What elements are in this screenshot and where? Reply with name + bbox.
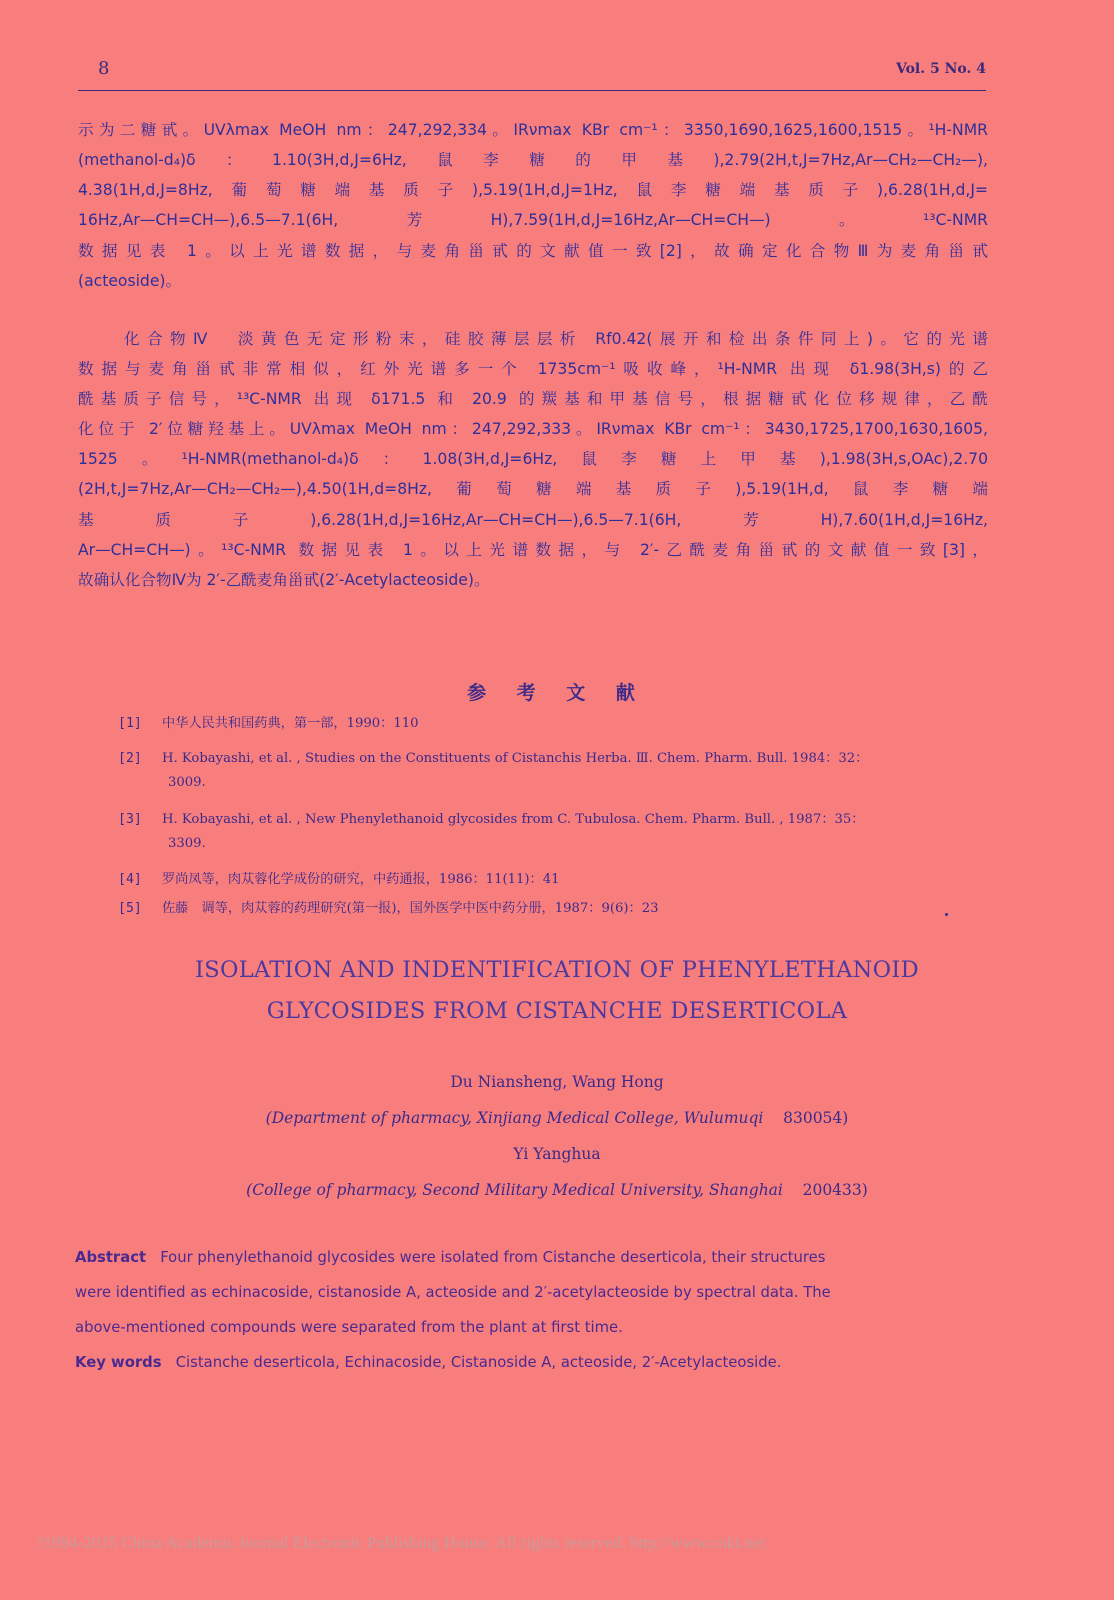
reference-text: 佐藤 调等，肉苁蓉的药理研究(第一报)，国外医学中医中药分册，1987：9(6)：23 <box>162 901 659 916</box>
journal-info: Vol. 5 No. 4 <box>896 61 986 77</box>
reference-item <box>118 712 419 731</box>
affiliation-text: (College of pharmacy, Second Military Medical University, Shanghai <box>246 1181 783 1199</box>
reference-continuation: 3309. <box>168 836 206 851</box>
affiliation-text: (Department of pharmacy, Xinjiang Medical College, Wulumuqi <box>265 1109 764 1127</box>
reference-item <box>118 897 659 916</box>
english-title: GLYCOSIDES FROM CISTANCHE DESERTICOLA <box>266 998 848 1024</box>
page-number: 8 <box>98 58 110 79</box>
reference-text: 罗尚凤等，肉苁蓉化学成份的研究，中药通报，1986：11(11)：41 <box>162 872 560 887</box>
body-line: 化合物Ⅳ 淡黄色无定形粉末，硅胶薄层层析 Rf0.42(展开和检出条件同上)。它的光谱 <box>78 330 988 348</box>
postal-code: 200433) <box>802 1181 868 1199</box>
body-line: (methanol-d₄)δ：1.10(3H,d,J=6Hz,鼠李糖的甲基),2.79(2H,t,J=7Hz,Ar—CH₂—CH₂—), <box>78 151 988 169</box>
reference-number: [4] <box>118 872 142 887</box>
english-title: ISOLATION AND INDENTIFICATION OF PHENYLETHANOID <box>195 957 919 983</box>
abstract-line: above-mentioned compounds were separated from the plant at first time. <box>75 1319 623 1336</box>
abstract-line <box>75 1249 989 1266</box>
keywords-text: Cistanche deserticola, Echinacoside, Cistanoside A, acteoside, 2′-Acetylacteoside. <box>175 1354 782 1371</box>
reference-text: H. Kobayashi, et al. , New Phenylethanoid glycosides from C. Tubulosa. Chem. Pharm. Bull. , 1987：35： <box>162 812 865 827</box>
reference-item <box>118 868 560 887</box>
abstract-text: Four phenylethanoid glycosides were isolated from Cistanche deserticola, their structures <box>160 1249 826 1266</box>
reference-number: [1] <box>118 716 142 731</box>
body-line: 1525。¹H-NMR(methanol-d₄)δ：1.08(3H,d,J=6Hz,鼠李糖上甲基),1.98(3H,s,OAc),2.70 <box>78 450 988 468</box>
reference-number: [3] <box>118 812 142 827</box>
speck <box>945 913 948 916</box>
keywords-label: Key words <box>75 1354 162 1371</box>
header-rule <box>78 90 986 91</box>
abstract-line: were identified as echinacoside, cistanoside A, acteoside and 2′-acetylacteoside by spectral data. The <box>75 1284 831 1301</box>
references-title: 参 考 文 献 <box>467 682 647 704</box>
reference-item <box>118 747 868 766</box>
body-line: 4.38(1H,d,J=8Hz,葡萄糖端基质子),5.19(1H,d,J=1Hz,鼠李糖端基质子),6.28(1H,d,J= <box>78 181 988 199</box>
body-line: 示为二糖甙。UVλmax MeOH nm：247,292,334。IRνmax KBr cm⁻¹：3350,1690,1625,1600,1515。¹H-NMR <box>78 121 988 139</box>
body-line: 数据与麦角甾甙非常相似，红外光谱多一个 1735cm⁻¹吸收峰，¹H-NMR 出现 δ1.98(3H,s)的乙 <box>78 360 988 378</box>
reference-continuation: 3009. <box>168 775 206 790</box>
body-line: 数据见表 1。以上光谱数据，与麦角甾甙的文献值一致[2]，故确定化合物Ⅲ为麦角甾甙 <box>78 242 988 260</box>
reference-number: [2] <box>118 751 142 766</box>
body-line: (2H,t,J=7Hz,Ar—CH₂—CH₂—),4.50(1H,d=8Hz,葡萄糖端基质子),5.19(1H,d,鼠李糖端 <box>78 480 988 498</box>
body-line: (acteoside)。 <box>78 272 182 290</box>
body-line: Ar—CH=CH—)。¹³C-NMR 数据见表 1。以上光谱数据，与 2′-乙酰麦角甾甙的文献值一致[3]， <box>78 541 988 559</box>
reference-text: H. Kobayashi, et al. , Studies on the Constituents of Cistanchis Herba. Ⅲ. Chem. Pharm. Bull. 1984：32： <box>162 751 869 766</box>
reference-number: [5] <box>118 901 142 916</box>
authors: Du Niansheng, Wang Hong <box>450 1073 664 1091</box>
body-line: 化位于 2′位糖羟基上。UVλmax MeOH nm：247,292,333。IRνmax KBr cm⁻¹：3430,1725,1700,1630,1605, <box>78 420 988 438</box>
postal-code: 830054) <box>783 1109 849 1127</box>
affiliation <box>0 1181 1114 1199</box>
keywords-line <box>75 1354 989 1371</box>
reference-text: 中华人民共和国药典，第一部，1990：110 <box>162 716 419 731</box>
body-line: 故确认化合物Ⅳ为 2′-乙酰麦角甾甙(2′-Acetylacteoside)。 <box>78 571 490 589</box>
reference-item <box>118 808 865 827</box>
abstract-label: Abstract <box>75 1249 147 1266</box>
footer-copyright: ?1994-2015 China Academic Journal Electronic Publishing House. All rights reserved. http://www.cnki.net <box>36 1533 765 1552</box>
authors: Yi Yanghua <box>513 1145 601 1163</box>
body-line: 16Hz,Ar—CH=CH—),6.5—7.1(6H,芳H),7.59(1H,d,J=16Hz,Ar—CH=CH—)。¹³C-NMR <box>78 211 988 229</box>
body-line: 基质子),6.28(1H,d,J=16Hz,Ar—CH=CH—),6.5—7.1(6H,芳H),7.60(1H,d,J=16Hz, <box>78 511 988 529</box>
body-line: 酰基质子信号，¹³C-NMR 出现 δ171.5 和 20.9 的羰基和甲基信号，根据糖甙化位移规律，乙酰 <box>78 390 988 408</box>
affiliation <box>0 1109 1114 1127</box>
